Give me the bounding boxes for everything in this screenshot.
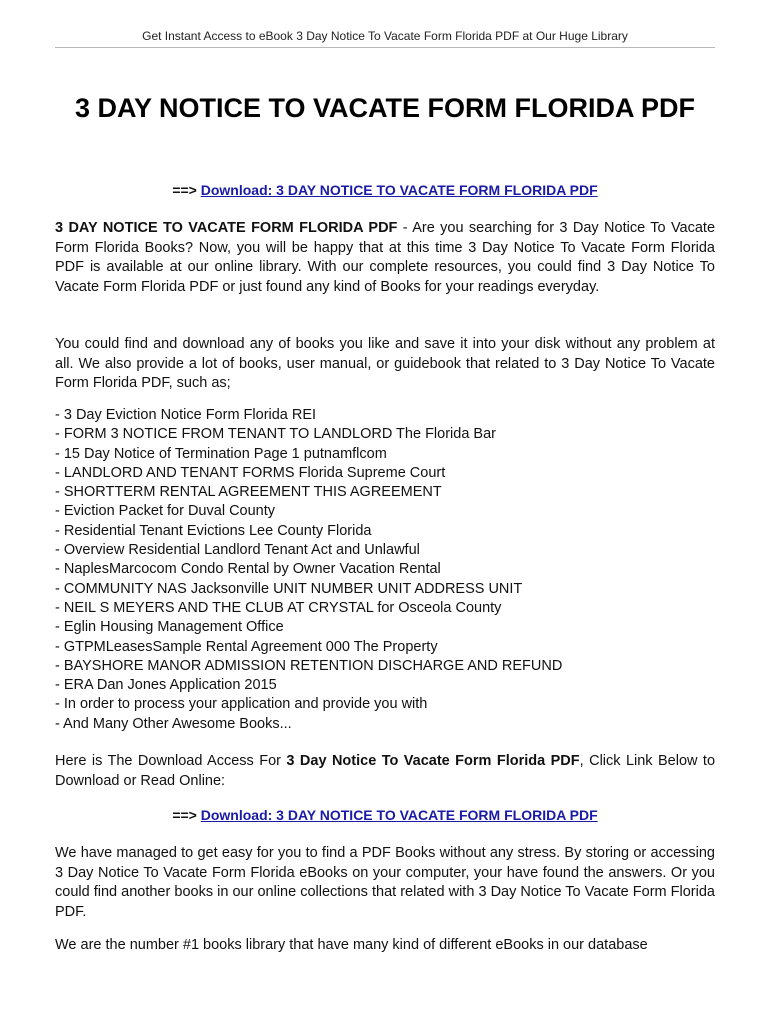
intro-text: - Are you searching for 3 Day Notice To Vacate Form Florida Books? Now, you will be happy that at this time 3 Day Notice To Vacate Form Florida PDF is available at our online library. With our complete resources, you could find 3 Day Notice To Vacate Form Florida PDF or just found any kind of Books for your readings everyday.: [55, 220, 716, 295]
access-after: , Click Link Below to Download or Read Online:: [55, 753, 716, 789]
list-item: - 15 Day Notice of Termination Page 1 putnamflcom: [55, 445, 387, 462]
list-item: - ERA Dan Jones Application 2015: [55, 677, 277, 694]
header-divider: [55, 47, 715, 48]
list-item: - Eviction Packet for Duval County: [55, 503, 276, 520]
list-item: - Eglin Housing Management Office: [55, 619, 284, 636]
related-paragraph: You could find and download any of books you like and save it into your disk without any problem at all. We also provide a lot of books, user manual, or guidebook that related to 3 Day Notice To Vacate Form Florida PDF, such as;: [55, 336, 715, 391]
access-bold: 3 Day Notice To Vacate Form Florida PDF: [286, 753, 580, 769]
list-item: - 3 Day Eviction Notice Form Florida REI: [55, 407, 317, 423]
list-item: - And Many Other Awesome Books...: [55, 715, 292, 732]
download-link-bottom[interactable]: Download: 3 DAY NOTICE TO VACATE FORM FLORIDA PDF: [200, 807, 598, 823]
access-before: Here is The Download Access For: [55, 753, 287, 769]
download-link-top[interactable]: Download: 3 DAY NOTICE TO VACATE FORM FLORIDA PDF: [200, 182, 598, 198]
list-item: - FORM 3 NOTICE FROM TENANT TO LANDLORD The Florida Bar: [55, 426, 496, 443]
list-item: - SHORTTERM RENTAL AGREEMENT THIS AGREEMENT: [55, 484, 442, 501]
page-header: Get Instant Access to eBook 3 Day Notice To Vacate Form Florida PDF at Our Huge Library: [142, 29, 628, 43]
list-item: - Overview Residential Landlord Tenant Act and Unlawful: [55, 542, 420, 559]
library-paragraph: We are the number #1 books library that have many kind of different eBooks in our database: [55, 937, 648, 953]
download-line-bottom: [55, 807, 715, 823]
document-title: 3 DAY NOTICE TO VACATE FORM FLORIDA PDF: [74, 93, 696, 123]
intro-lead: 3 DAY NOTICE TO VACATE FORM FLORIDA PDF: [55, 220, 398, 236]
download-arrow: ==>: [172, 182, 197, 198]
list-item: - LANDLORD AND TENANT FORMS Florida Supreme Court: [55, 464, 446, 481]
list-item: - Residential Tenant Evictions Lee County Florida: [55, 522, 372, 539]
list-item: - NaplesMarcocom Condo Rental by Owner Vacation Rental: [55, 561, 441, 578]
list-item: - GTPMLeasesSample Rental Agreement 000 The Property: [55, 638, 438, 655]
managed-paragraph: We have managed to get easy for you to find a PDF Books without any stress. By storing or accessing 3 Day Notice To Vacate Form Florida eBooks on your computer, your have found the answers. Or you could find another books in our online collections that related with 3 Day Notice To Vacate Form Florida PDF.: [55, 845, 715, 920]
access-paragraph: [55, 752, 715, 791]
list-item: - BAYSHORE MANOR ADMISSION RETENTION DISCHARGE AND REFUND: [55, 657, 563, 674]
intro-paragraph: [55, 219, 715, 297]
download-line-top: [55, 182, 715, 198]
list-item: - In order to process your application and provide you with: [55, 696, 428, 713]
related-books-list: [55, 406, 715, 734]
list-item: - NEIL S MEYERS AND THE CLUB AT CRYSTAL for Osceola County: [55, 599, 502, 616]
list-item: - COMMUNITY NAS Jacksonville UNIT NUMBER UNIT ADDRESS UNIT: [55, 580, 523, 597]
download-arrow: ==>: [172, 807, 197, 823]
